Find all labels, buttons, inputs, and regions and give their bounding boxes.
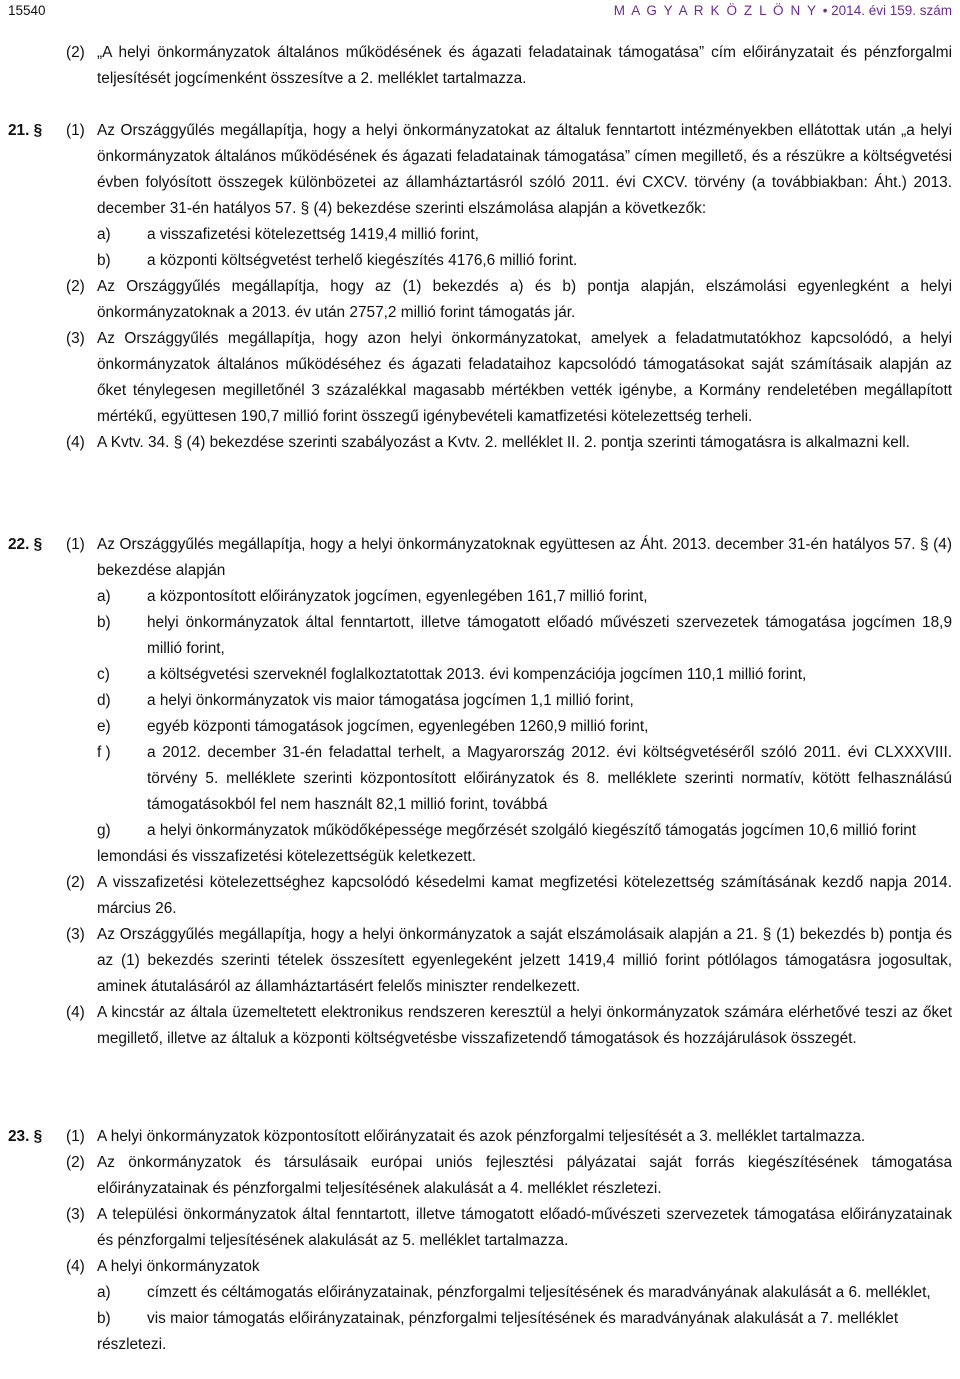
item-text: vis maior támogatás előirányzatainak, pénzforgalmi teljesítésének és maradványának alakulását a 7. melléklet <box>147 1310 899 1327</box>
paragraph-text: A visszafizetési kötelezettséghez kapcsolódó késedelmi kamat megfizetési kötelezettség számításának kezdő napja 2014. március 26. <box>97 874 952 917</box>
paragraph-text: Az Országgyűlés megállapítja, hogy az (1) bekezdés a) és b) pontja alapján, elszámolási egyenlegként a helyi önkormányzatoknak a 2013. év után 2757,2 millió forint támogatás jár. <box>97 278 952 321</box>
paragraph-21-4 <box>0 430 960 456</box>
paragraph-closing: lemondási és visszafizetési kötelezettségük keletkezett. <box>97 848 476 865</box>
list-item <box>97 740 952 818</box>
item-label: f ) <box>97 744 111 761</box>
paragraph-number: (1) <box>66 122 85 139</box>
paragraph-text: A települési önkormányzatok által fenntartott, illetve támogatott előadó-művészeti szervezetek támogatása előirányzatainak és pénzforgalmi teljesítésének alakulását az 5. melléklet tartalmazza. <box>97 1206 952 1249</box>
item-text: a költségvetési szerveknél foglalkoztatottak 2013. évi kompenzációja jogcímen 110,1 millió forint, <box>147 666 807 683</box>
paragraph-23-1 <box>0 1124 960 1150</box>
paragraph-23-3 <box>0 1202 960 1254</box>
paragraph-number: (2) <box>66 44 85 61</box>
paragraph-number: (3) <box>66 1206 85 1223</box>
paragraph-text: Az önkormányzatok és társulásaik európai uniós fejlesztési pályázatai saját forrás kiegészítésének támogatása előirányzatainak és pénzforgalmi teljesítésének alakulását a 4. melléklet részletezi. <box>97 1154 952 1197</box>
paragraph-number: (2) <box>66 278 85 295</box>
paragraph-number: (3) <box>66 926 85 943</box>
item-label: a) <box>97 226 111 243</box>
item-label: e) <box>97 718 111 735</box>
list-item <box>97 662 952 688</box>
paragraph-number: (1) <box>66 536 85 553</box>
paragraph-21-1 <box>0 118 960 222</box>
item-label: b) <box>97 614 111 631</box>
paragraph-number: (3) <box>66 330 85 347</box>
paragraph-closing: részletezi. <box>97 1336 167 1353</box>
paragraph-22-3 <box>0 922 960 1000</box>
paragraph-text: A kincstár az általa üzemeltetett elektronikus rendszeren keresztül a helyi önkormányzatok számára elérhetővé teszi az őket megillető, illetve az általuk a központi költségvetésbe visszafizetendő támogatások és hozzájárulások összegét. <box>97 1004 952 1047</box>
item-text: egyéb központi támogatások jogcímen, egyenlegében 1260,9 millió forint, <box>147 718 649 735</box>
item-text: címzett és céltámogatás előirányzatainak, pénzforgalmi teljesítésének és maradványának alakulását a 6. melléklet, <box>147 1284 931 1301</box>
list-item <box>97 1306 952 1332</box>
paragraph-text: A helyi önkormányzatok központosított előirányzatait és azok pénzforgalmi teljesítését a 3. melléklet tartalmazza. <box>97 1128 866 1145</box>
page-number: 15540 <box>8 3 46 18</box>
paragraph-number: (2) <box>66 1154 85 1171</box>
item-text: a visszafizetési kötelezettség 1419,4 millió forint, <box>147 226 479 243</box>
list-item <box>97 714 952 740</box>
paragraph-22-1 <box>0 532 960 584</box>
paragraph-number: (2) <box>66 874 85 891</box>
item-label: c) <box>97 666 110 683</box>
issue-info: • 2014. évi 159. szám <box>822 3 952 18</box>
section-22 <box>0 532 960 1052</box>
paragraph-text: Az Országgyűlés megállapítja, hogy a helyi önkormányzatoknak együttesen az Áht. 2013. december 31-én hatályos 57. § (4) bekezdése alapján <box>97 536 952 579</box>
paragraph-text: A Kvtv. 34. § (4) bekezdése szerinti szabályozást a Kvtv. 2. melléklet II. 2. pontja szerinti támogatásra is alkalmazni kell. <box>97 434 910 451</box>
section-number: 21. § <box>8 122 43 139</box>
paragraph-21-3 <box>0 326 960 430</box>
list-item <box>97 610 952 662</box>
item-label: a) <box>97 588 111 605</box>
list-item <box>97 222 952 248</box>
paragraph-number: (1) <box>66 1128 85 1145</box>
list-item <box>97 584 952 610</box>
list-item <box>97 248 952 274</box>
paragraph-20-2 <box>0 40 960 92</box>
item-text: a helyi önkormányzatok működőképessége megőrzését szolgáló kiegészítő támogatás jogcímen 10,6 millió forint <box>147 822 917 839</box>
journal-name: M A G Y A R K Ö Z L Ö N Y <box>613 3 818 18</box>
journal-title <box>614 0 952 24</box>
paragraph-number: (4) <box>66 1004 85 1021</box>
item-text: helyi önkormányzatok által fenntartott, illetve támogatott előadó művészeti szervezetek támogatása jogcímen 18,9 millió forint, <box>147 614 952 657</box>
list-item <box>97 818 952 844</box>
item-text: a központi költségvetést terhelő kiegészítés 4176,6 millió forint. <box>147 252 578 269</box>
paragraph-22-4 <box>0 1000 960 1052</box>
page-header <box>0 0 960 22</box>
item-label: b) <box>97 252 111 269</box>
paragraph-text: „A helyi önkormányzatok általános működésének és ágazati feladatainak támogatása” cím előirányzatait és pénzforgalmi teljesítését jogcímenként összesítve a 2. melléklet tartalmazza. <box>97 44 952 87</box>
item-text: a 2012. december 31-én feladattal terhelt, a Magyarország 2012. évi költségvetéséről szóló 2011. évi CLXXXVIII. törvény 5. melléklete szerinti központosított előirányzatok és 8. melléklete szerinti normatív, kötött felhasználású támogatásokból fel nem használt 82,1 millió forint, továbbá <box>147 744 952 813</box>
paragraph-21-2 <box>0 274 960 326</box>
item-label: g) <box>97 822 111 839</box>
paragraph-number: (4) <box>66 1258 85 1275</box>
list-item <box>97 688 952 714</box>
item-label: d) <box>97 692 111 709</box>
paragraph-text: Az Országgyűlés megállapítja, hogy a helyi önkormányzatokat az általuk fenntartott intézményekben ellátottak után „a helyi önkormányzatok általános működésének és ágazati feladatainak támogatása” címen megillető, és a részükre a költségvetési évben folyósított összegek különbözetei az államháztartásról szóló 2011. évi CXCV. törvény (a továbbiakban: Áht.) 2013. december 31-én hatályos 57. § (4) bekezdése szerinti elszámolása alapján a következők: <box>97 122 952 217</box>
section-number: 23. § <box>8 1128 43 1145</box>
paragraph-23-2 <box>0 1150 960 1202</box>
paragraph-text: A helyi önkormányzatok <box>97 1258 260 1275</box>
paragraph-22-2 <box>0 870 960 922</box>
paragraph-text: Az Országgyűlés megállapítja, hogy a helyi önkormányzatok a saját elszámolásaik alapján a 21. § (1) bekezdés b) pontja és az (1) bekezdés szerinti tételek összesített egyenlegeként jelzett 1419,4 millió forint pótlólagos támogatásra jogosultak, aminek átutalásáról az államháztartásért felelős miniszter rendelkezett. <box>97 926 952 995</box>
item-text: a helyi önkormányzatok vis maior támogatása jogcímen 1,1 millió forint, <box>147 692 634 709</box>
paragraph-text: Az Országgyűlés megállapítja, hogy azon helyi önkormányzatokat, amelyek a feladatmutatókhoz kapcsolódó, a helyi önkormányzatok általános működéséhez és ágazati feladataihoz kapcsolódó támogatásokat saját számításaik alapján az őket ténylegesen megilletőnél 3 százalékkal magasabb mértékben vették igénybe, a Kormány rendeletében megállapított mértékű, együttesen 190,7 millió forint összegű igénybevételi kamatfizetési kötelezettség terheli. <box>97 330 952 425</box>
list-item <box>97 1280 952 1306</box>
item-label: a) <box>97 1284 111 1301</box>
item-text: a központosított előirányzatok jogcímen, egyenlegében 161,7 millió forint, <box>147 588 648 605</box>
item-label: b) <box>97 1310 111 1327</box>
paragraph-23-4 <box>0 1254 960 1280</box>
paragraph-number: (4) <box>66 434 85 451</box>
section-23 <box>0 1124 960 1358</box>
section-21 <box>0 118 960 456</box>
section-20-continued <box>0 40 960 92</box>
section-number: 22. § <box>8 536 43 553</box>
